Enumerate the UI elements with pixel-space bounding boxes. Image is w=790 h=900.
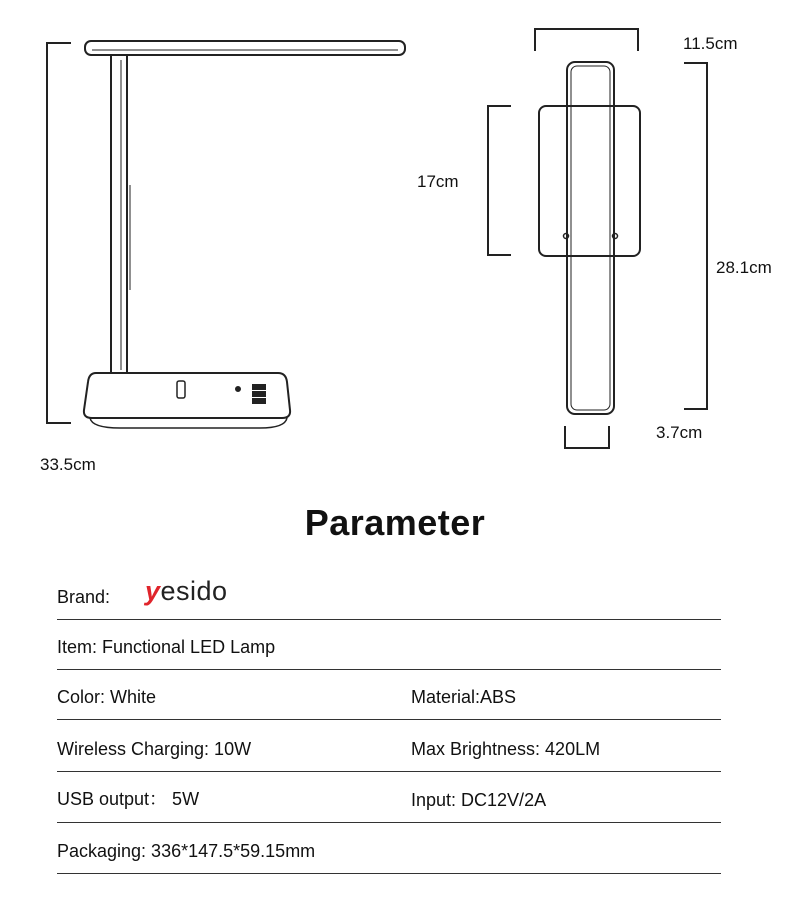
front-base-plate bbox=[539, 106, 640, 256]
length-bracket-right bbox=[684, 63, 707, 409]
brand-label: Brand: bbox=[57, 587, 111, 607]
spec-packaging: Packaging: 336*147.5*59.15mm bbox=[57, 841, 316, 861]
front-lamp-head bbox=[567, 62, 614, 414]
section-title: Parameter bbox=[304, 502, 486, 543]
spec-row-color bbox=[57, 669, 721, 720]
spec-material: Material:ABS bbox=[411, 687, 517, 707]
spec-brightness: Max Brightness: 420LM bbox=[411, 739, 601, 759]
spec-item: Item: Functional LED Lamp bbox=[57, 637, 276, 657]
spec-color: Color: White bbox=[57, 687, 157, 707]
dim-top-width: 11.5cm bbox=[683, 34, 738, 53]
spec-row-packaging bbox=[57, 823, 721, 874]
dim-lamp-width: 33.5cm bbox=[40, 455, 96, 474]
spec-row-item bbox=[57, 619, 721, 670]
dim-thickness: 3.7cm bbox=[656, 423, 703, 442]
spec-row-brand bbox=[57, 569, 721, 620]
spec-usb: USB output： 5W bbox=[57, 789, 200, 809]
dim-head-length: 28.1cm bbox=[716, 258, 772, 277]
width-bracket-top bbox=[535, 29, 638, 51]
brand-logo: yesido bbox=[145, 576, 228, 606]
lamp-arm bbox=[111, 55, 127, 373]
dim-base-depth: 17cm bbox=[417, 172, 459, 191]
spec-input: Input: DC12V/2A bbox=[411, 790, 547, 810]
spec-row-wireless bbox=[57, 721, 721, 772]
thickness-bracket bbox=[565, 426, 609, 448]
lamp-head bbox=[85, 41, 405, 55]
spec-row-usb bbox=[57, 772, 721, 823]
depth-bracket bbox=[488, 106, 511, 255]
spec-wireless: Wireless Charging: 10W bbox=[57, 739, 252, 759]
height-bracket-left bbox=[47, 43, 71, 423]
